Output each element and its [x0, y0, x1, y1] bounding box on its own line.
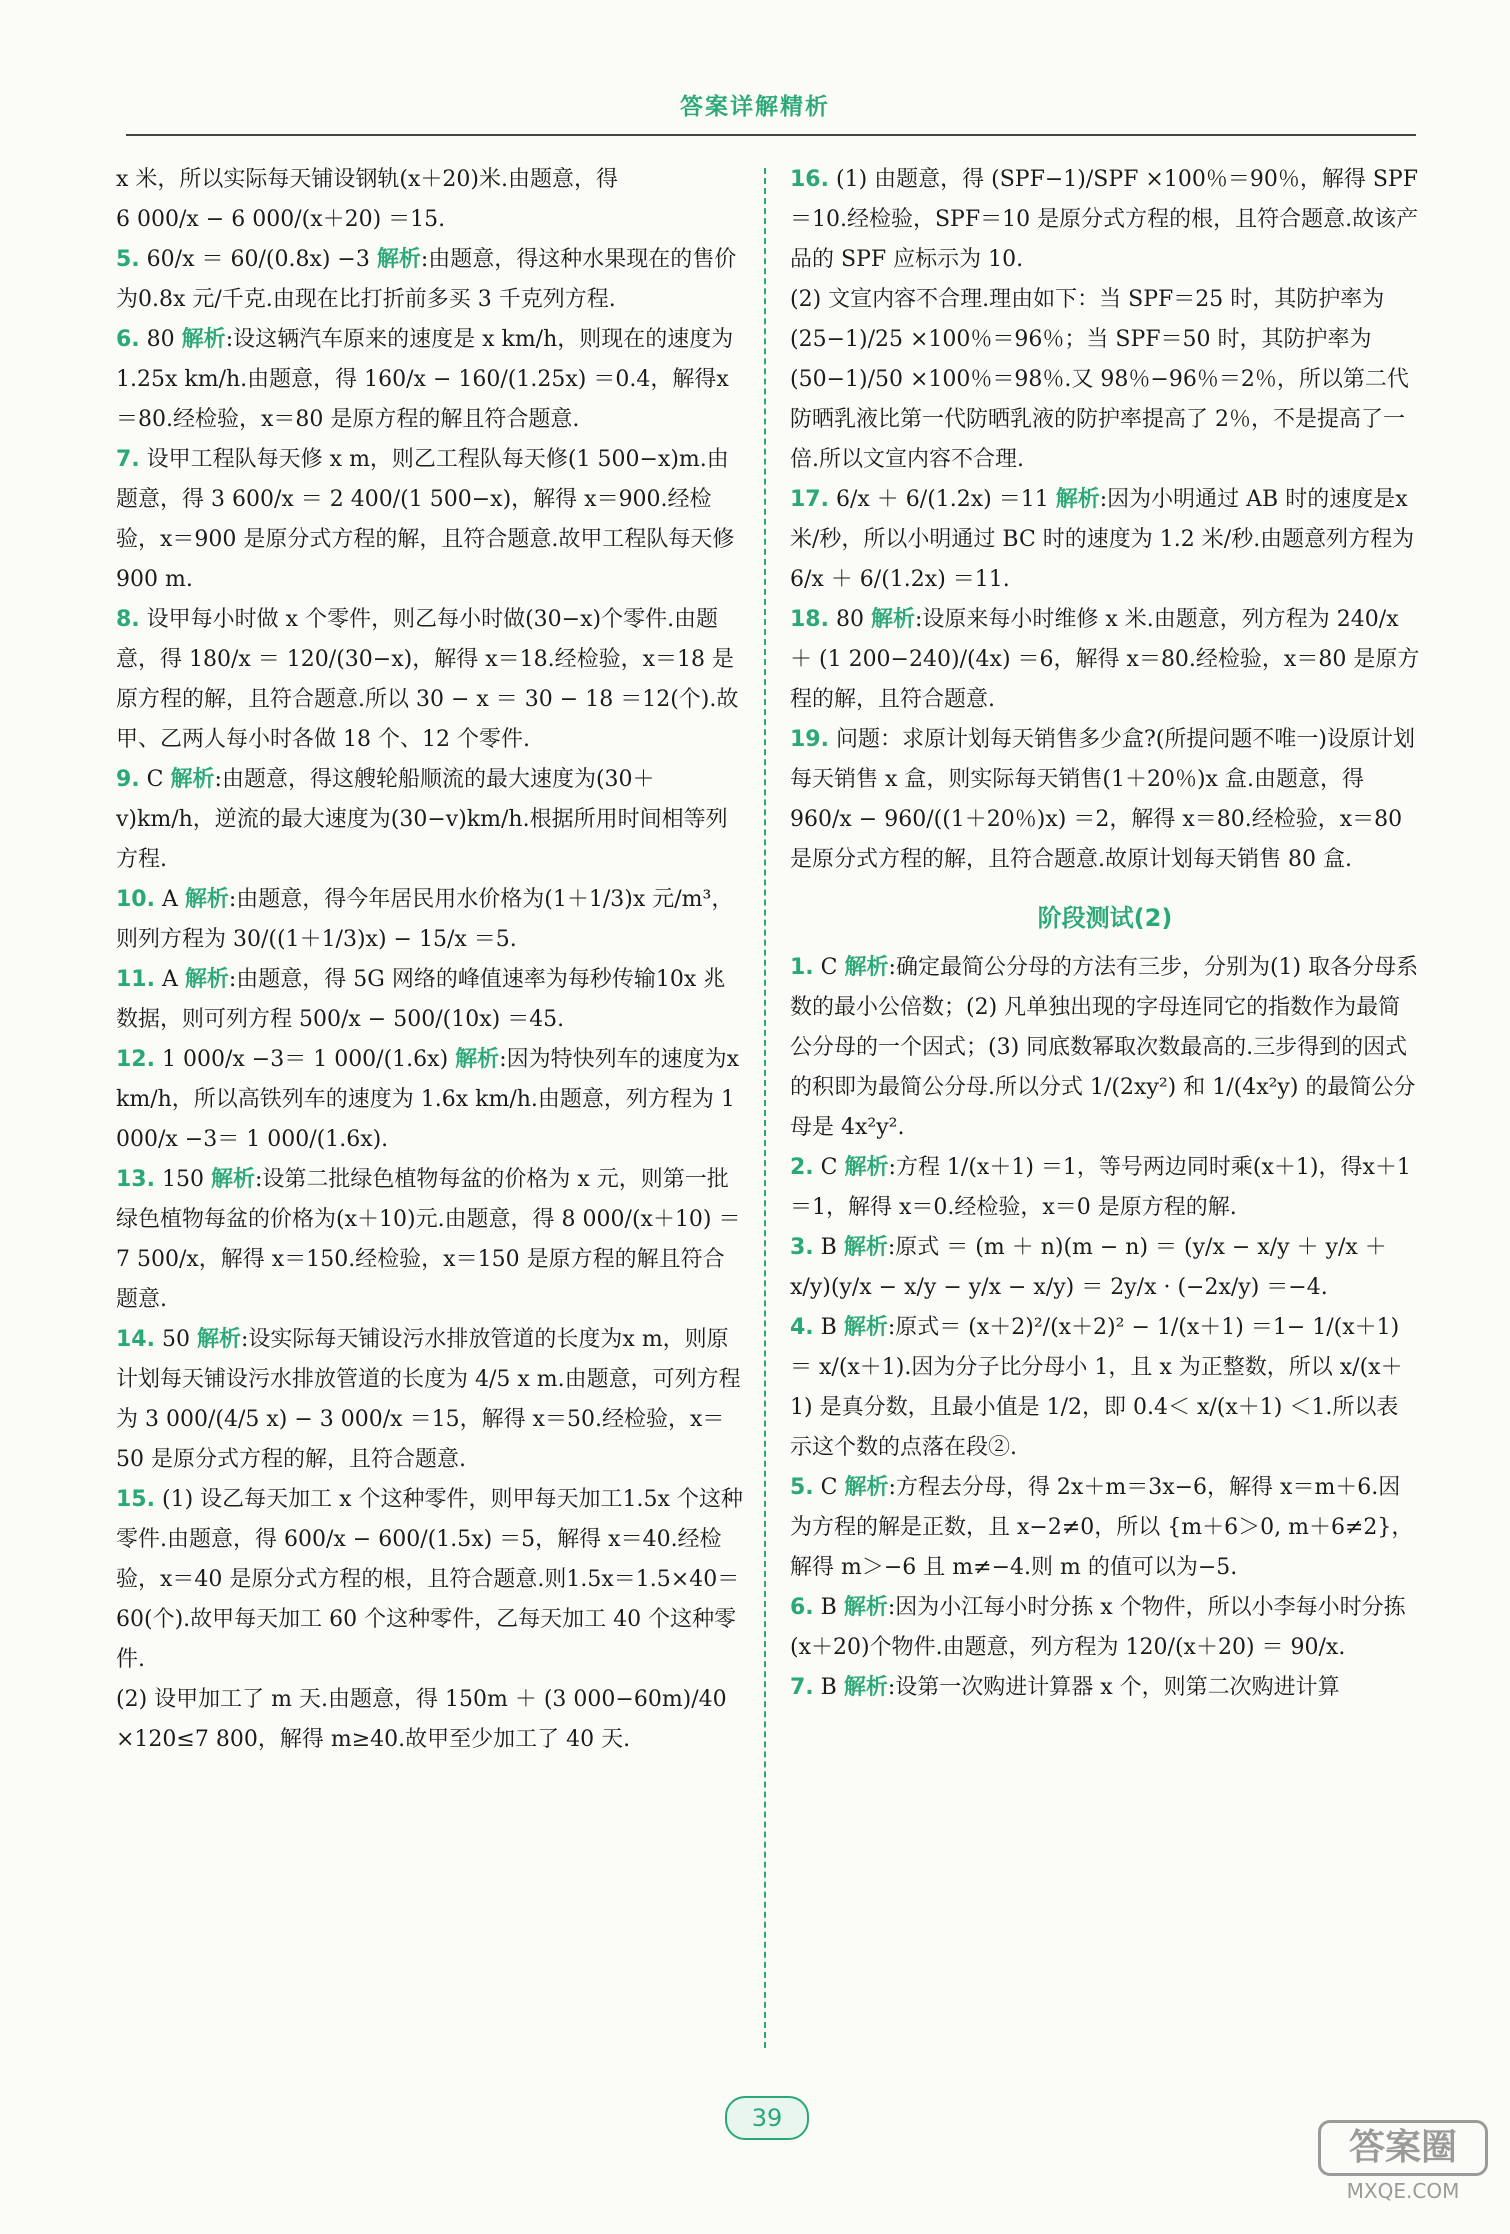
answer-item: [116, 1040, 746, 1160]
answer-item: [116, 760, 746, 880]
answer-item: [116, 160, 746, 200]
item-text: C: [820, 1475, 838, 1500]
item-number: 19.: [790, 727, 829, 752]
item-text: 6/x ＋ 6/(1.2x) ＝11: [835, 487, 1049, 512]
analysis-text: :原式＝ (x＋2)²/(x＋2)² − 1/(x＋1) ＝1− 1/(x＋1) ＝ x/(x＋1).因为分子比分母小 1，且 x 为正整数，所以 x/(x＋1) 是真分数，且最小值是 1/2，即 0.4＜ x/(x＋1) ＜1.所以表示这个数的点落在段②.: [790, 1315, 1403, 1460]
answer-item: [790, 1228, 1420, 1308]
answer-item: [116, 200, 746, 240]
answer-item: [790, 1148, 1420, 1228]
analysis-text: :设第二批绿色植物每盆的价格为 x 元，则第一批绿色植物每盆的价格为(x＋10)元.由题意，得 8 000/(x＋10) ＝ 7 500/x，解得 x＝150.经检验，x＝150 是原方程的解且符合题意.: [116, 1167, 741, 1312]
answer-item: [116, 240, 746, 320]
analysis-label: 解析: [184, 887, 229, 912]
analysis-label: 解析: [210, 1167, 255, 1192]
item-text: 设甲工程队每天修 x m，则乙工程队每天修(1 500−x)m.由题意，得 3 600/x ＝ 2 400/(1 500−x)，解得 x＝900.经检验，x＝900 是原分式方程的解，且符合题意.故甲工程队每天修900 m.: [116, 447, 735, 592]
item-text: C: [820, 955, 838, 980]
analysis-label: 解析: [376, 247, 421, 272]
analysis-label: 解析: [843, 1315, 888, 1340]
analysis-label: 解析: [843, 1235, 888, 1260]
item-number: 7.: [790, 1675, 814, 1700]
item-number: 10.: [116, 887, 155, 912]
item-text: C: [146, 767, 164, 792]
item-number: 9.: [116, 767, 140, 792]
item-number: 1.: [790, 955, 814, 980]
item-text: 80: [835, 607, 864, 632]
analysis-text: :方程 1/(x＋1) ＝1，等号两边同时乘(x＋1)，得x＋1＝1，解得 x＝0.经检验，x＝0 是原方程的解.: [790, 1155, 1411, 1220]
item-text: A: [161, 967, 178, 992]
left-column: [116, 160, 746, 1760]
item-text: C: [820, 1155, 838, 1180]
analysis-text: :设第一次购进计算器 x 个，则第二次购进计算: [887, 1675, 1340, 1700]
answer-item: [790, 1588, 1420, 1668]
watermark-logo-text: 答案圈: [1318, 2120, 1488, 2176]
analysis-label: 解析: [844, 1155, 889, 1180]
answer-item: [116, 1480, 746, 1680]
analysis-text: :由题意，得 5G 网络的峰值速率为每秒传输10x 兆数据，则可列方程 500/x − 500/(10x) ＝45.: [116, 967, 726, 1032]
answer-item: [116, 440, 746, 600]
item-number: 17.: [790, 487, 829, 512]
item-number: 5.: [790, 1475, 814, 1500]
item-text: B: [820, 1315, 837, 1340]
analysis-label: 解析: [844, 1475, 889, 1500]
analysis-label: 解析: [196, 1327, 241, 1352]
answer-item: [116, 1680, 746, 1760]
analysis-text: :由题意，得这艘轮船顺流的最大速度为(30＋v)km/h，逆流的最大速度为(30−v)km/h.根据所用时间相等列方程.: [116, 767, 728, 872]
answer-item: [790, 480, 1420, 600]
analysis-label: 解析: [844, 955, 889, 980]
analysis-label: 解析: [184, 967, 229, 992]
item-text: 80: [146, 327, 175, 352]
item-text: x 米，所以实际每天铺设钢轨(x＋20)米.由题意，得: [116, 167, 618, 192]
item-text: 问题：求原计划每天销售多少盒?(所提问题不唯一)设原计划每天销售 x 盒，则实际每天销售(1＋20％)x 盒.由题意，得 960/x − 960/((1＋20％)x) ＝2，解得 x＝80.经检验，x＝80 是原分式方程的解，且符合题意.故原计划每天销售 80 盒.: [790, 727, 1415, 872]
answer-item: [116, 320, 746, 440]
answer-item: [116, 600, 746, 760]
item-text: (2) 文宣内容不合理.理由如下：当 SPF＝25 时，其防护率为 (25−1)/25 ×100％＝96％；当 SPF＝50 时，其防护率为 (50−1)/50 ×100％＝98％.又 98％−96％＝2％，所以第二代防晒乳液比第一代防晒乳液的防护率提高了 2％，不是提高了一倍.所以文宣内容不合理.: [790, 287, 1409, 472]
answer-item: [116, 1160, 746, 1320]
item-number: 12.: [116, 1047, 155, 1072]
page-number-badge: 39: [725, 2096, 809, 2140]
item-text: 50: [161, 1327, 190, 1352]
analysis-text: :设原来每小时维修 x 米.由题意，列方程为 240/x ＋ (1 200−240)/(4x) ＝6，解得 x＝80.经检验，x＝80 是原方程的解，且符合题意.: [790, 607, 1420, 712]
item-text: (2) 设甲加工了 m 天.由题意，得 150m ＋ (3 000−60m)/40 ×120≤7 800，解得 m≥40.故甲至少加工了 40 天.: [116, 1687, 727, 1752]
answer-item: [790, 160, 1420, 280]
answer-item: [790, 948, 1420, 1148]
analysis-text: :设这辆汽车原来的速度是 x km/h，则现在的速度为 1.25x km/h.由题意，得 160/x − 160/(1.25x) ＝0.4，解得x＝80.经检验，x＝80 是原方程的解且符合题意.: [116, 327, 734, 432]
answer-item: [790, 1308, 1420, 1468]
item-number: 7.: [116, 447, 140, 472]
answer-item: [790, 1668, 1420, 1708]
watermark-logo: [1318, 2120, 1488, 2206]
item-text: (1) 由题意，得 (SPF−1)/SPF ×100％＝90％，解得 SPF＝10.经检验，SPF＝10 是原分式方程的根，且符合题意.故该产品的 SPF 应标示为 10.: [790, 167, 1419, 272]
section-title: 阶段测试(2): [1037, 904, 1173, 932]
item-text: A: [161, 887, 178, 912]
item-number: 6.: [116, 327, 140, 352]
answer-item: [790, 1468, 1420, 1588]
item-number: 11.: [116, 967, 155, 992]
analysis-text: :设实际每天铺设污水排放管道的长度为x m，则原计划每天铺设污水排放管道的长度为 4/5 x m.由题意，可列方程为 3 000/(4/5 x) − 3 000/x ＝15，解得 x＝50.经检验，x＝50 是原分式方程的解，且符合题意.: [116, 1327, 741, 1472]
analysis-text: :由题意，得今年居民用水价格为(1＋1/3)x 元/m³，则列方程为 30/((1＋1/3)x) − 15/x ＝5.: [116, 887, 734, 952]
item-text: 设甲每小时做 x 个零件，则乙每小时做(30−x)个零件.由题意，得 180/x ＝ 120/(30−x)，解得 x＝18.经检验，x＝18 是原方程的解，且符合题意.所以 30 − x ＝ 30 − 18 ＝12(个).故甲、乙两人每小时各做 18 个、12 个零件.: [116, 607, 739, 752]
item-text: (1) 设乙每天加工 x 个这种零件，则甲每天加工1.5x 个这种零件.由题意，得 600/x − 600/(1.5x) ＝5，解得 x＝40.经检验，x＝40 是原分式方程的根，且符合题意.则1.5x＝1.5×40＝60(个).故甲每天加工 60 个这种零件，乙每天加工 40 个这种零件.: [116, 1487, 743, 1672]
item-text: 6 000/x − 6 000/(x＋20) ＝15.: [116, 207, 446, 232]
analysis-text: :原式 ＝ (m ＋ n)(m − n) ＝ (y/x − x/y ＋ y/x ＋ x/y)(y/x − x/y − y/x − x/y) ＝ 2y/x · (−2x/y) ＝−4.: [790, 1235, 1387, 1300]
answer-item: [116, 880, 746, 960]
item-number: 6.: [790, 1595, 814, 1620]
right-column: [790, 160, 1420, 1708]
item-text: B: [820, 1235, 837, 1260]
answer-item: [790, 720, 1420, 880]
item-number: 14.: [116, 1327, 155, 1352]
item-number: 8.: [116, 607, 140, 632]
answer-item: [116, 1320, 746, 1480]
answer-item: [790, 600, 1420, 720]
item-number: 13.: [116, 1167, 155, 1192]
analysis-label: 解析: [181, 327, 226, 352]
item-text: 60/x ＝ 60/(0.8x) −3: [146, 247, 370, 272]
item-text: 150: [161, 1167, 204, 1192]
analysis-label: 解析: [455, 1047, 500, 1072]
analysis-text: :因为特快列车的速度为x km/h，所以高铁列车的速度为 1.6x km/h.由题意，列方程为 1 000/x −3＝ 1 000/(1.6x).: [116, 1047, 740, 1152]
analysis-text: :方程去分母，得 2x＋m＝3x−6，解得 x＝m＋6.因为方程的解是正数，且 x−2≠0，所以 {m＋6＞0, m＋6≠2}，解得 m＞−6 且 m≠−4.则 m 的值可以为−5.: [790, 1475, 1414, 1580]
analysis-label: 解析: [843, 1675, 888, 1700]
item-number: 16.: [790, 167, 829, 192]
analysis-text: :因为小江每小时分拣 x 个物件，所以小李每小时分拣(x＋20)个物件.由题意，列方程为 120/(x＋20) ＝ 90/x.: [790, 1595, 1406, 1660]
item-number: 18.: [790, 607, 829, 632]
header-rule: [126, 134, 1416, 136]
item-text: B: [820, 1675, 837, 1700]
analysis-text: :确定最简公分母的方法有三步，分别为(1) 取各分母系数的最小公倍数；(2) 凡单独出现的字母连同它的指数作为最简公分母的一个因式；(3) 同底数幂取次数最高的.三步得到的因式的积即为最简公分母.所以分式 1/(2xy²) 和 1/(4x²y) 的最简公分母是 4x²y².: [790, 955, 1419, 1140]
item-number: 5.: [116, 247, 140, 272]
page-header-title: 答案详解精析: [680, 94, 830, 120]
analysis-text: :因为小明通过 AB 时的速度是x 米/秒，所以小明通过 BC 时的速度为 1.2 米/秒.由题意列方程为 6/x ＋ 6/(1.2x) ＝11.: [790, 487, 1415, 592]
item-number: 15.: [116, 1487, 155, 1512]
column-divider: [764, 168, 766, 2048]
item-number: 3.: [790, 1235, 814, 1260]
answer-item: [790, 280, 1420, 480]
item-number: 4.: [790, 1315, 814, 1340]
analysis-label: 解析: [170, 767, 215, 792]
item-text: 1 000/x −3＝ 1 000/(1.6x): [161, 1047, 449, 1072]
analysis-label: 解析: [843, 1595, 888, 1620]
item-number: 2.: [790, 1155, 814, 1180]
analysis-label: 解析: [1055, 487, 1100, 512]
item-text: B: [820, 1595, 837, 1620]
answer-item: [116, 960, 746, 1040]
watermark-url: MXQE.COM: [1346, 2179, 1460, 2203]
analysis-label: 解析: [870, 607, 915, 632]
analysis-text: :由题意，得这种水果现在的售价为0.8x 元/千克.由现在比打折前多买 3 千克列方程.: [116, 247, 737, 312]
